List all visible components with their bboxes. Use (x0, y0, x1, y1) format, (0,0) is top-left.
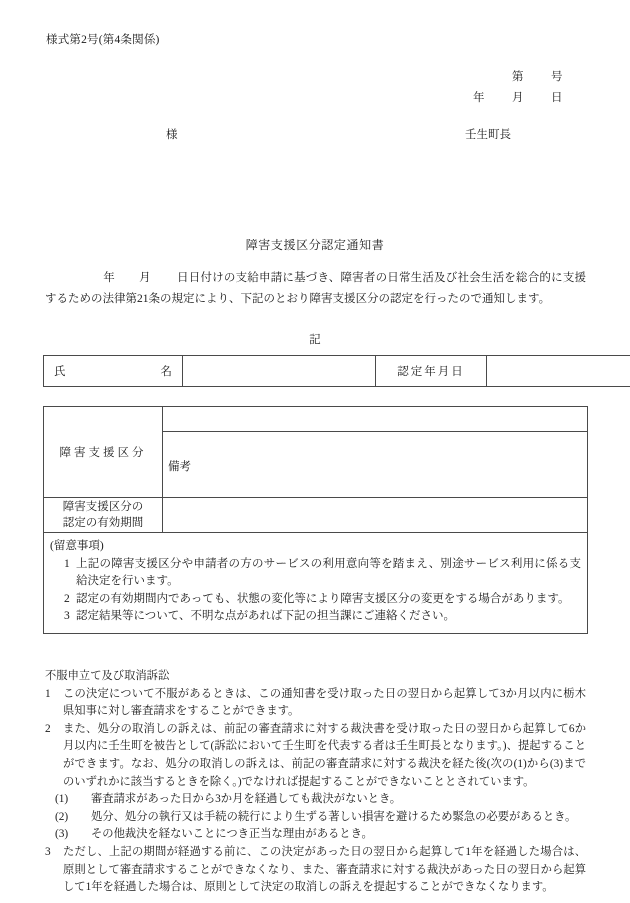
cell-label-name (44, 356, 183, 387)
table-row (44, 533, 588, 634)
label-valid-period-line1: 障害支援区分の (62, 501, 144, 513)
body-date-month: 月 (138, 272, 151, 284)
label-name-char2: 名 (160, 366, 172, 378)
appeal-sub-text: 審査請求があった日から3か月を経過しても裁決がないとき。 (91, 793, 402, 806)
note-item (50, 591, 581, 609)
appeal-sub-number: (3) (55, 828, 69, 841)
label-name-spread (54, 363, 172, 379)
note-number: 3 (64, 610, 70, 622)
cell-label-valid-period (44, 498, 163, 533)
note-item (50, 608, 581, 626)
document-date-year: 年 (473, 92, 485, 104)
document-meta (430, 68, 590, 110)
issuer-name: 壬生町長 (465, 129, 511, 141)
cell-label-certification-date: 認定年月日 (376, 356, 487, 387)
appeal-sub-text: 処分、処分の執行又は手続の続行により生ずる著しい損害を避けるため緊急の必要があるとき。 (91, 810, 577, 823)
appeal-sub-number: (1) (55, 793, 69, 806)
table-row (44, 356, 630, 387)
appeal-text: この決定について不服があるときは、この通知書を受け取った日の翌日から起算して3か月以内に栃木県知事に対し審査請求をすることができます。 (63, 687, 586, 718)
category-table (43, 406, 588, 634)
appeal-number: 1 (45, 687, 51, 700)
appeal-block (45, 668, 586, 897)
appeal-number: 2 (45, 722, 51, 735)
label-name-char1: 氏 (54, 366, 66, 378)
appeal-sub-text: その他裁決を経ないことにつき正当な理由があるとき。 (91, 828, 373, 841)
appeal-number: 3 (45, 845, 51, 858)
cell-label-category (44, 407, 163, 498)
body-text-line1: 日付けの支給申請に基づき、障害者の日常生活及び社会生活を総合的に支援す (45, 272, 587, 305)
cell-value-valid-period[interactable] (163, 498, 588, 533)
cell-remarks[interactable] (163, 432, 588, 498)
appeal-item (45, 844, 586, 897)
appeal-item (45, 686, 586, 721)
ki-mark: 記 (309, 334, 321, 346)
body-date-year: 年 (103, 272, 115, 284)
body-paragraph (45, 268, 586, 310)
appeal-title: 不服申立て及び取消訴訟 (45, 670, 170, 682)
document-number-row (430, 68, 590, 89)
document-title: 障害支援区分認定通知書 (245, 238, 385, 252)
appeal-sub-item (45, 826, 586, 844)
name-table (43, 355, 630, 387)
note-item (50, 556, 581, 591)
addressee-suffix: 様 (166, 129, 178, 141)
cell-notes (44, 533, 588, 634)
appeal-sub-number: (2) (55, 810, 69, 823)
document-number-suffix: 号 (551, 71, 563, 83)
note-number: 2 (64, 592, 70, 605)
document-date-month: 月 (512, 92, 524, 104)
table-row (44, 498, 588, 533)
document-number-prefix: 第 (512, 71, 524, 83)
label-valid-period-line2: 認定の有効期間 (62, 517, 144, 529)
cell-value-name[interactable] (183, 356, 376, 387)
appeal-text: ただし、上記の期間が経過する前に、この決定があった日の翌日から起算して1年を経過した場合は、原則として審査請求することができなくなり、また、審査請求に対する裁決があった日の翌日から起算して1年を経過した場合は、原則として決定の取消しの訴えを提起することができなくなります。 (63, 845, 586, 894)
label-category-text: 障害支援区分 (59, 447, 147, 459)
cell-value-category[interactable] (163, 407, 588, 432)
label-remarks: 備考 (168, 461, 191, 473)
body-text-line2: るための法律第21条の規定により、下記のとおり障害支援区分の認定を行ったので通知します。 (56, 293, 551, 305)
note-text: 認定の有効期間内であっても、状態の変化等により障害支援区分の変更をする場合があります。 (76, 592, 570, 605)
cell-value-certification-date[interactable] (487, 356, 630, 387)
notes-title: (留意事項) (50, 540, 104, 552)
document-date-row (430, 89, 590, 110)
appeal-sub-item (45, 809, 586, 827)
document-date-day: 日 (551, 92, 563, 104)
note-text: 認定結果等について、不明な点があれば下記の担当課にご連絡ください。 (76, 610, 456, 622)
appeal-sub-item (45, 791, 586, 809)
note-text: 上記の障害支援区分や申請者の方のサービスの利用意向等を踏まえ、別途サービス利用に係る支給決定を行います。 (76, 557, 581, 587)
body-date-day: 日 (176, 272, 189, 284)
table-row (44, 407, 588, 432)
note-number: 1 (64, 557, 70, 570)
appeal-item (45, 721, 586, 791)
appeal-text: また、処分の取消しの訴えは、前記の審査請求に対する裁決書を受け取った日の翌日から起算して6か月以内に壬生町を被告として(訴訟において壬生町を代表する者は壬生町長となります。)、提起することができます。なお、処分の取消しの訴えは、前記の審査請求に対する裁決を経た後(次の(1)から(3)までのいずれかに該当するときを除く。)でなければ提起することができないこととされています。 (63, 722, 586, 788)
addressee-line (46, 126, 586, 144)
form-number: 様式第2号(第4条関係) (46, 34, 160, 46)
